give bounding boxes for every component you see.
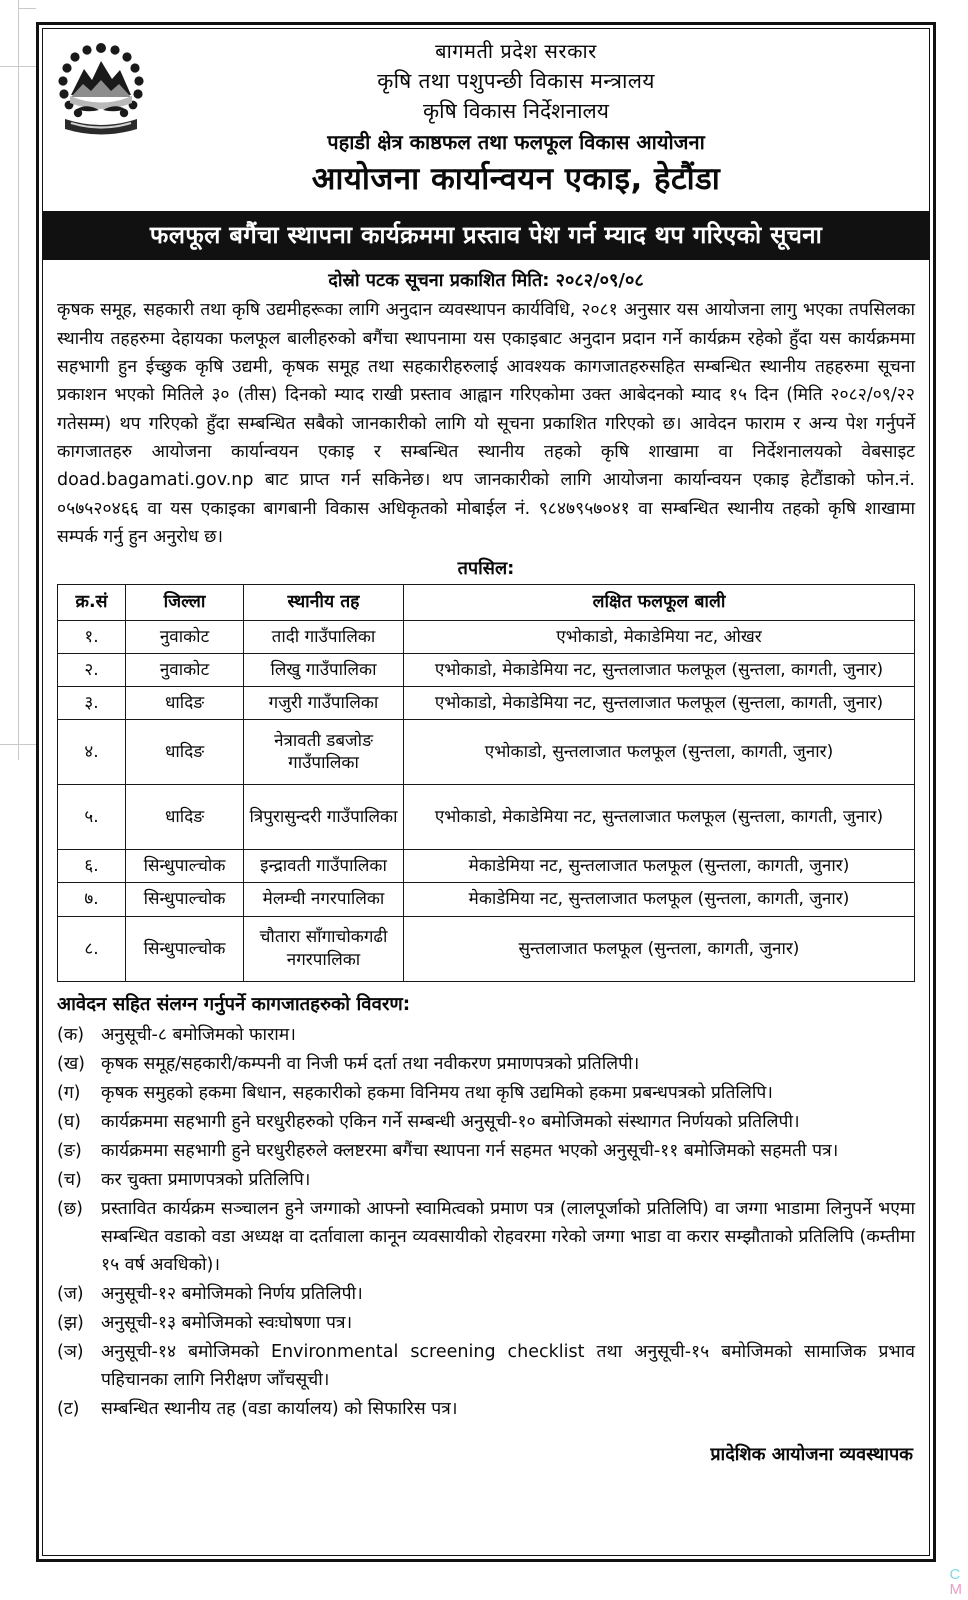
cell-district: धादिङ <box>126 720 244 785</box>
watermark-line-m: M <box>949 1581 962 1599</box>
list-item-text: कार्यक्रममा सहभागी हुने घरधुरीहरुले क्लष्टरमा बगैंचा स्थापना गर्न सहमत भएको अनुसूची-११ बमोजिमको सहमती पत्र। <box>101 1140 839 1161</box>
cell-local-level: त्रिपुरासुन्दरी गाउँपालिका <box>244 785 404 850</box>
notice-banner-title: फलफूल बगैंचा स्थापना कार्यक्रममा प्रस्ताव पेश गर्न म्याद थप गरिएको सूचना <box>43 211 929 260</box>
cell-sn: ७. <box>58 883 126 916</box>
cell-sn: ६. <box>58 850 126 883</box>
table-row <box>58 883 915 916</box>
cell-district: नुवाकोट <box>126 654 244 687</box>
body-section <box>43 296 929 1465</box>
cell-district: धादिङ <box>126 785 244 850</box>
table-row <box>58 621 915 654</box>
list-item <box>57 1166 915 1194</box>
col-header-district: जिल्ला <box>126 585 244 621</box>
list-item-text: अनुसूची-१२ बमोजिमको निर्णय प्रतिलिपी। <box>101 1283 363 1304</box>
masthead <box>43 29 929 205</box>
publication-date: दोस्रो पटक सूचना प्रकाशित मिति: २०८२/०९/०८ <box>328 270 644 292</box>
govt-name: बागमती प्रदेश सरकार <box>435 39 597 63</box>
cell-district: सिन्धुपाल्चोक <box>126 916 244 981</box>
col-header-sn: क्र.सं <box>58 585 126 621</box>
target-crops-table <box>57 584 915 981</box>
list-item-key: (ङ) <box>57 1140 82 1161</box>
notice-paragraph: कृषक समूह, सहकारी तथा कृषि उद्यमीहरूका लागि अनुदान व्यवस्थापन कार्यविधि, २०८१ अनुसार यस आयोजना लागु भएका तपसिलका स्थानीय तहहरुमा देहायका फलफूल बालीहरुको बगैंचा स्थापनामा यस एकाइबाट अनुदान प्रदान गर्ने कार्यक्रम रहेको हुँदा यस कार्यक्रममा सहभागी हुन ईच्छुक कृषि उद्यमी, कृषक समूह तथा सहकारीहरुलाई आवश्यक कागजातहरुसहित सम्बन्धित स्थानीय तहहरुमा सूचना प्रकाशन भएको मितिले ३० (तीस) दिनको म्याद राखी प्रस्ताव आह्वान गरिएकोमा उक्त आबेदनको म्याद १५ दिन (मिति २०८२/०९/२२ गतेसम्म) थप गरिएको हुँदा सम्बन्धित सबैको जानकारीको लागि यो सूचना प्रकाशित गरिएको छ। आवेदन फाराम र अन्य पेश गर्नुपर्ने कागजातहरु आयोजना कार्यान्वयन एकाइ र सम्बन्धित स्थानीय तहको कृषि शाखामा वा निर्देशनालयको वेबसाइट doad.bagamati.gov.np बाट प्राप्त गर्न सकिनेछ। थप जानकारीको लागि आयोजना कार्यान्वयन एकाइ हेटौंडाको फोन.नं. ०५७५२०४६६ वा यस एकाइका बागबानी विकास अधिकृतको मोबाईल नं. ९८४७९५७०४१ वा सम्बन्धित स्थानीय तहको कृषि शाखामा सम्पर्क गर्नु हुन अनुरोध छ। <box>57 300 915 548</box>
list-item <box>57 1309 915 1337</box>
list-item <box>57 1195 915 1279</box>
cell-crops: एभोकाडो, मेकाडेमिया नट, सुन्तलाजात फलफूल (सुन्तला, कागती, जुनार) <box>404 785 915 850</box>
list-item <box>57 1338 915 1394</box>
cell-sn: १. <box>58 621 126 654</box>
cell-sn: ८. <box>58 916 126 981</box>
notice-inner-frame <box>42 28 930 1556</box>
list-item-key: (ञ) <box>57 1341 84 1362</box>
list-item <box>57 1021 915 1049</box>
column-rule-left-outer <box>18 0 19 760</box>
cell-district: सिन्धुपाल्चोक <box>126 850 244 883</box>
cell-local-level: तादी गाउँपालिका <box>244 621 404 654</box>
documents-section-title: आवेदन सहित संलग्न गर्नुपर्ने कागजातहरुको विवरण: <box>57 993 411 1015</box>
cell-district: धादिङ <box>126 687 244 720</box>
table-row <box>58 687 915 720</box>
cell-local-level: मेलम्ची नगरपालिका <box>244 883 404 916</box>
column-rule-top <box>18 8 36 9</box>
list-item-text: अनुसूची-१४ बमोजिमको Environmental screening checklist तथा अनुसूची-१५ बमोजिमको सामाजिक प्रभाव पहिचानका लागि निरीक्षण जाँचसूची। <box>101 1341 915 1390</box>
list-item-text: कार्यक्रममा सहभागी हुने घरधुरीहरुको एकिन गर्ने सम्बन्धी अनुसूची-१० बमोजिमको संस्थागत निर्णयको प्रतिलिपी। <box>101 1111 800 1132</box>
cell-local-level: इन्द्रावती गाउँपालिका <box>244 850 404 883</box>
list-item-text: सम्बन्धित स्थानीय तह (वडा कार्यालय) को सिफारिस पत्र। <box>101 1398 458 1419</box>
cell-local-level: लिखु गाउँपालिका <box>244 654 404 687</box>
list-item-text: अनुसूची-१३ बमोजिमको स्वःघोषणा पत्र। <box>101 1312 353 1333</box>
cell-district: नुवाकोट <box>126 621 244 654</box>
list-item <box>57 1137 915 1165</box>
print-registration-watermark <box>950 1567 963 1599</box>
list-item-key: (छ) <box>57 1198 83 1219</box>
list-item <box>57 1079 915 1107</box>
list-item-key: (ज) <box>57 1283 84 1304</box>
table-header-row <box>58 585 915 621</box>
cell-sn: ४. <box>58 720 126 785</box>
list-item-key: (क) <box>57 1024 85 1045</box>
col-header-local: स्थानीय तह <box>244 585 404 621</box>
cell-sn: २. <box>58 654 126 687</box>
office-name: आयोजना कार्यान्वयन एकाइ, हेटौंडा <box>311 160 721 197</box>
notice-page <box>36 22 936 1562</box>
cell-crops: एभोकाडो, मेकाडेमिया नट, सुन्तलाजात फलफूल (सुन्तला, कागती, जुनार) <box>404 687 915 720</box>
column-rule-mid <box>0 66 36 67</box>
table-row <box>58 850 915 883</box>
table-row <box>58 720 915 785</box>
list-item <box>57 1050 915 1078</box>
schedule-label: तपसिल: <box>457 558 515 580</box>
ministry-name: कृषि तथा पशुपन्छी विकास मन्त्रालय <box>377 69 655 93</box>
cell-crops: एभोकाडो, सुन्तलाजात फलफूल (सुन्तला, कागती, जुनार) <box>404 720 915 785</box>
list-item-key: (घ) <box>57 1111 81 1132</box>
cell-local-level: नेत्रावती डबजोङ गाउँपालिका <box>244 720 404 785</box>
cell-local-level: चौतारा साँगाचोकगढी नगरपालिका <box>244 916 404 981</box>
list-item-text: कृषक समुहको हकमा बिधान, सहकारीको हकमा विनिमय तथा कृषि उद्यमिको हकमा प्रबन्धपत्रको प्रतिलिपि। <box>101 1082 773 1103</box>
cell-local-level: गजुरी गाउँपालिका <box>244 687 404 720</box>
column-rule-bottom <box>0 744 36 745</box>
cell-crops: एभोकाडो, मेकाडेमिया नट, ओखर <box>404 621 915 654</box>
table-row <box>58 785 915 850</box>
organization-lines <box>53 37 919 201</box>
signature-title: प्रादेशिक आयोजना व्यवस्थापक <box>710 1443 913 1465</box>
watermark-line-c: C <box>949 1565 961 1583</box>
bagmati-province-emblem-icon <box>57 39 145 139</box>
list-item-text: कृषक समूह/सहकारी/कम्पनी वा निजी फर्म दर्ता तथा नवीकरण प्रमाणपत्रको प्रतिलिपी। <box>101 1053 640 1074</box>
list-item <box>57 1395 915 1423</box>
list-item-key: (ख) <box>57 1053 85 1074</box>
cell-crops: मेकाडेमिया नट, सुन्तलाजात फलफूल (सुन्तला, कागती, जुनार) <box>404 883 915 916</box>
list-item-key: (झ) <box>57 1312 84 1333</box>
cell-crops: सुन्तलाजात फलफूल (सुन्तला, कागती, जुनार) <box>404 916 915 981</box>
table-row <box>58 654 915 687</box>
cell-sn: ५. <box>58 785 126 850</box>
list-item-text: कर चुक्ता प्रमाणपत्रको प्रतिलिपि। <box>101 1169 311 1190</box>
col-header-crops: लक्षित फलफूल बाली <box>404 585 915 621</box>
table-row <box>58 916 915 981</box>
list-item-text: प्रस्तावित कार्यक्रम सञ्चालन हुने जग्गाको आफ्नो स्वामित्वको प्रमाण पत्र (लालपूर्जाको प्रतिलिपि) वा जग्गा भाडामा लिनुपर्ने भएमा सम्बन्धित वडाको वडा अध्यक्ष वा दर्तावाला कानून व्यवसायीको रोहवरमा गरेको जग्गा भाडा वा करार सम्झौताको प्रतिलिपि (कम्तीमा १५ वर्ष अवधिको)। <box>101 1198 915 1275</box>
project-name: पहाडी क्षेत्र काष्ठफल तथा फलफूल विकास आयोजना <box>327 129 705 154</box>
cell-crops: एभोकाडो, मेकाडेमिया नट, सुन्तलाजात फलफूल (सुन्तला, कागती, जुनार) <box>404 654 915 687</box>
list-item-key: (च) <box>57 1169 82 1190</box>
list-item-key: (ग) <box>57 1082 81 1103</box>
list-item <box>57 1108 915 1136</box>
list-item <box>57 1280 915 1308</box>
list-item-key: (ट) <box>57 1398 80 1419</box>
cell-crops: मेकाडेमिया नट, सुन्तलाजात फलफूल (सुन्तला, कागती, जुनार) <box>404 850 915 883</box>
directorate-name: कृषि विकास निर्देशनालय <box>423 99 609 124</box>
cell-district: सिन्धुपाल्चोक <box>126 883 244 916</box>
list-item-text: अनुसूची-८ बमोजिमको फाराम। <box>101 1024 296 1045</box>
cell-sn: ३. <box>58 687 126 720</box>
